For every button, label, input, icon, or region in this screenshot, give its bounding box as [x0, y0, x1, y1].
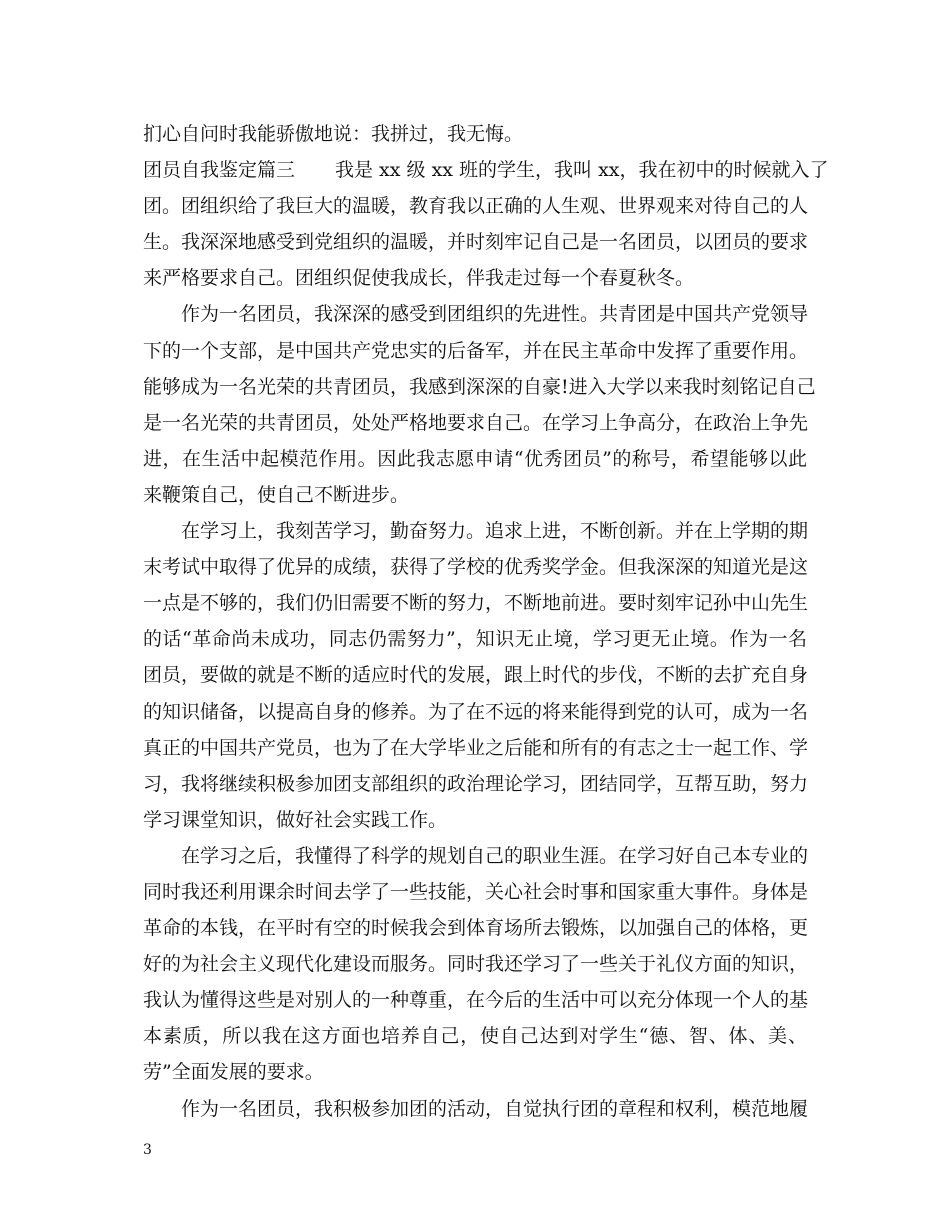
text-line: 我认为懂得这些是对别人的一种尊重，在今后的生活中可以充分体现一个人的基 [143, 989, 809, 1012]
text-line: 来鞭策自己，使自己不断进步。 [143, 483, 410, 506]
text-line: 来严格要求自己。团组织促使我成长，伴我走过每一个春夏秋冬。 [143, 267, 695, 290]
section-heading: 团员自我鉴定篇三 [143, 159, 296, 182]
page-number: 3 [143, 1142, 152, 1158]
heading-continuation: 我是 xx 级 xx 班的学生，我叫 xx，我在初中的时候就入了 [335, 159, 829, 182]
text-line: 好的为社会主义现代化建设而服务。同时我还学习了一些关于礼仪方面的知识， [143, 953, 809, 976]
text-line: 真正的中国共产党员，也为了在大学毕业之后能和所有的有志之士一起工作、学 [143, 736, 809, 759]
text-line: 进，在生活中起模范作用。因此我志愿申请“优秀团员”的称号，希望能够以此 [143, 447, 807, 470]
text-line: 末考试中取得了优异的成绩，获得了学校的优秀奖学金。但我深深的知道光是这 [143, 556, 809, 579]
text-line: 劳”全面发展的要求。 [143, 1061, 324, 1084]
text-line: 生。我深深地感受到党组织的温暖，并时刻牢记自己是一名团员，以团员的要求 [143, 231, 809, 254]
text-line: 是一名光荣的共青团员，处处严格地要求自己。在学习上争高分，在政治上争先 [143, 411, 809, 434]
paragraph-first-line: 作为一名团员，我深深的感受到团组织的先进性。共青团是中国共产党领导 [181, 303, 809, 326]
text-line: 扪心自问时我能骄傲地说：我拼过，我无悔。 [143, 123, 524, 145]
text-line: 团员，要做的就是不断的适应时代的发展，跟上时代的步伐，不断的去扩充自身 [143, 664, 809, 687]
text-line: 本素质，所以我在这方面也培养自己，使自己达到对学生“德、智、体、美、 [143, 1025, 807, 1048]
text-line: 下的一个支部，是中国共产党忠实的后备军，并在民主革命中发挥了重要作用。 [143, 339, 809, 362]
text-line: 团。团组织给了我巨大的温暖，教育我以正确的人生观、世界观来对待自己的人 [143, 195, 809, 218]
paragraph-first-line: 在学习之后，我懂得了科学的规划自己的职业生涯。在学习好自己本专业的 [181, 844, 809, 867]
text-line: 革命的本钱，在平时有空的时候我会到体育场所去锻炼，以加强自己的体格，更 [143, 917, 809, 940]
text-line: 的话“革命尚未成功，同志仍需努力”，知识无止境，学习更无止境。作为一名 [143, 628, 807, 651]
text-line: 的知识储备，以提高自身的修养。为了在不远的将来能得到党的认可，成为一名 [143, 700, 809, 723]
text-line: 学习课堂知识，做好社会实践工作。 [143, 808, 448, 831]
document-body [143, 116, 829, 1127]
text-line-heading [143, 152, 829, 188]
text-line: 一点是不够的，我们仍旧需要不断的努力，不断地前进。要时刻牢记孙中山先生 [143, 592, 809, 615]
text-line: 能够成为一名光荣的共青团员，我感到深深的自豪!进入大学以来我时刻铭记自己 [143, 375, 816, 398]
text-line: 习，我将继续积极参加团支部组织的政治理论学习，团结同学，互帮互助，努力 [143, 772, 809, 795]
paragraph-first-line: 在学习上，我刻苦学习，勤奋努力。追求上进，不断创新。并在上学期的期 [181, 520, 809, 543]
paragraph-first-line: 作为一名团员，我积极参加团的活动，自觉执行团的章程和权利，模范地履 [181, 1097, 809, 1120]
text-line: 同时我还利用课余时间去学了一些技能，关心社会时事和国家重大事件。身体是 [143, 880, 809, 903]
